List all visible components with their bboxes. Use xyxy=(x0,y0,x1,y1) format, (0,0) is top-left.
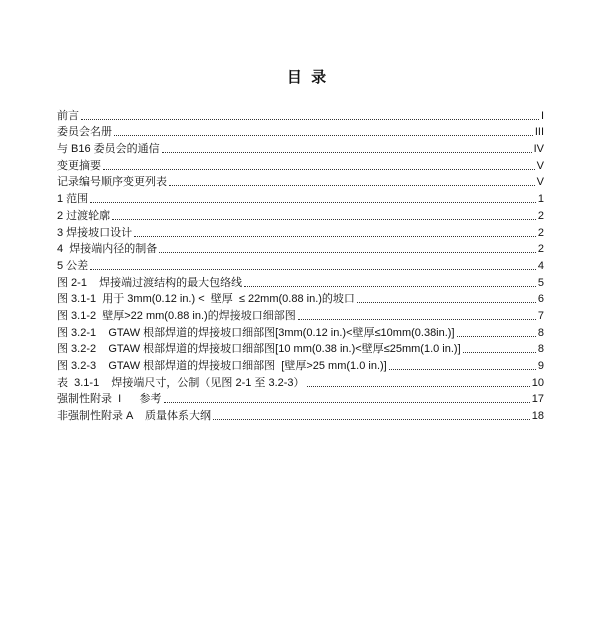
toc-entry-label: 非强制性附录 A 质量体系大纲 xyxy=(57,410,212,423)
toc-entry-label: 1 范围 xyxy=(57,193,89,206)
toc-title: 目 录 xyxy=(286,68,329,86)
toc-dot-leader xyxy=(164,402,530,403)
toc-entry-label: 2 过渡轮廓 xyxy=(57,209,111,222)
toc-entry-label: 图 2-1 焊接端过渡结构的最大包络线 xyxy=(57,276,243,289)
toc-dot-leader xyxy=(134,236,536,237)
toc-entry[interactable] xyxy=(57,240,544,257)
toc-dot-leader xyxy=(213,419,530,420)
toc-entry[interactable] xyxy=(57,290,544,307)
toc-entry-page-number: 8 xyxy=(537,326,544,339)
toc-entry[interactable] xyxy=(57,273,544,290)
toc-entry[interactable] xyxy=(57,406,544,423)
toc-dot-leader xyxy=(112,219,536,220)
toc-dot-leader xyxy=(162,152,532,153)
toc-dot-leader xyxy=(457,336,536,337)
toc-entry[interactable] xyxy=(57,306,544,323)
toc-entry-label: 变更摘要 xyxy=(57,159,101,172)
toc-dot-leader xyxy=(169,185,535,186)
toc-entry-label: 图 3.2-3 GTAW 根部焊道的焊接坡口细部图 [壁厚>25 mm(1.0 in.)] xyxy=(57,360,387,372)
toc-entry-page-number: 8 xyxy=(537,343,544,356)
toc-dot-leader xyxy=(307,386,530,387)
toc-entry-label: 记录编号顺序变更列表 xyxy=(57,176,167,189)
toc-entry[interactable] xyxy=(57,373,544,390)
toc-entry[interactable] xyxy=(57,390,544,407)
toc-entry-page-number: 4 xyxy=(537,259,544,272)
toc-entry-label: 4 焊接端内径的制备 xyxy=(57,243,158,256)
toc-entry-page-number: I xyxy=(540,109,544,122)
toc-entry-page-number: 18 xyxy=(531,410,544,423)
toc-dot-leader xyxy=(103,169,535,170)
toc-dot-leader xyxy=(463,352,536,353)
toc-entry[interactable] xyxy=(57,356,544,373)
toc-entry-page-number: 2 xyxy=(537,226,544,239)
toc-dot-leader xyxy=(90,269,536,270)
toc-dot-leader xyxy=(389,369,536,370)
toc-list xyxy=(57,106,544,423)
toc-entry-label: 表 3.1-1 焊接端尺寸，公制（见图 2-1 至 3.2-3） xyxy=(57,376,305,389)
toc-dot-leader xyxy=(114,135,533,136)
toc-entry-page-number: V xyxy=(536,176,544,189)
toc-entry[interactable] xyxy=(57,206,544,223)
toc-entry-label: 图 3.1-2 壁厚>22 mm(0.88 in.)的焊接坡口细部图 xyxy=(57,309,296,322)
toc-entry-page-number: 1 xyxy=(537,193,544,206)
toc-dot-leader xyxy=(244,286,536,287)
toc-entry-label: 图 3.2-2 GTAW 根部焊道的焊接坡口细部图[10 mm(0.38 in.)<壁厚≤25mm(1.0 in.)] xyxy=(57,343,461,356)
toc-entry[interactable] xyxy=(57,106,544,123)
toc-entry[interactable] xyxy=(57,123,544,140)
toc-entry-page-number: V xyxy=(536,159,544,172)
toc-entry-page-number: 5 xyxy=(537,276,544,289)
toc-entry-label: 委员会名册 xyxy=(57,126,112,139)
toc-entry[interactable] xyxy=(57,189,544,206)
toc-entry[interactable] xyxy=(57,173,544,190)
toc-entry[interactable] xyxy=(57,340,544,357)
toc-entry-page-number: III xyxy=(534,126,544,139)
toc-entry[interactable] xyxy=(57,139,544,156)
toc-entry-page-number: IV xyxy=(533,143,544,156)
toc-entry-page-number: 6 xyxy=(537,293,544,306)
toc-entry-page-number: 10 xyxy=(531,376,544,389)
toc-entry-page-number: 17 xyxy=(531,393,544,406)
toc-entry-label: 与 B16 委员会的通信 xyxy=(57,143,160,156)
toc-entry[interactable] xyxy=(57,223,544,240)
toc-entry-label: 前言 xyxy=(57,109,79,122)
toc-entry-page-number: 9 xyxy=(537,360,544,372)
toc-entry[interactable] xyxy=(57,256,544,273)
toc-entry-page-number: 2 xyxy=(537,243,544,256)
toc-entry[interactable] xyxy=(57,156,544,173)
toc-dot-leader xyxy=(159,252,536,253)
toc-entry[interactable] xyxy=(57,323,544,340)
toc-dot-leader xyxy=(81,119,539,120)
toc-entry-page-number: 7 xyxy=(537,309,544,322)
toc-dot-leader xyxy=(90,202,536,203)
toc-entry-label: 3 焊接坡口设计 xyxy=(57,226,133,239)
toc-entry-page-number: 2 xyxy=(537,209,544,222)
toc-entry-label: 5 公差 xyxy=(57,259,89,272)
toc-entry-label: 图 3.2-1 GTAW 根部焊道的焊接坡口细部图[3mm(0.12 in.)<壁厚≤10mm(0.38in.)] xyxy=(57,326,455,339)
toc-entry-label: 强制性附录 I 参考 xyxy=(57,393,162,406)
toc-entry-label: 图 3.1-1 用于 3mm(0.12 in.) < 壁厚 ≤ 22mm(0.88 in.)的坡口 xyxy=(57,293,355,306)
toc-dot-leader xyxy=(298,319,536,320)
toc-dot-leader xyxy=(357,302,536,303)
